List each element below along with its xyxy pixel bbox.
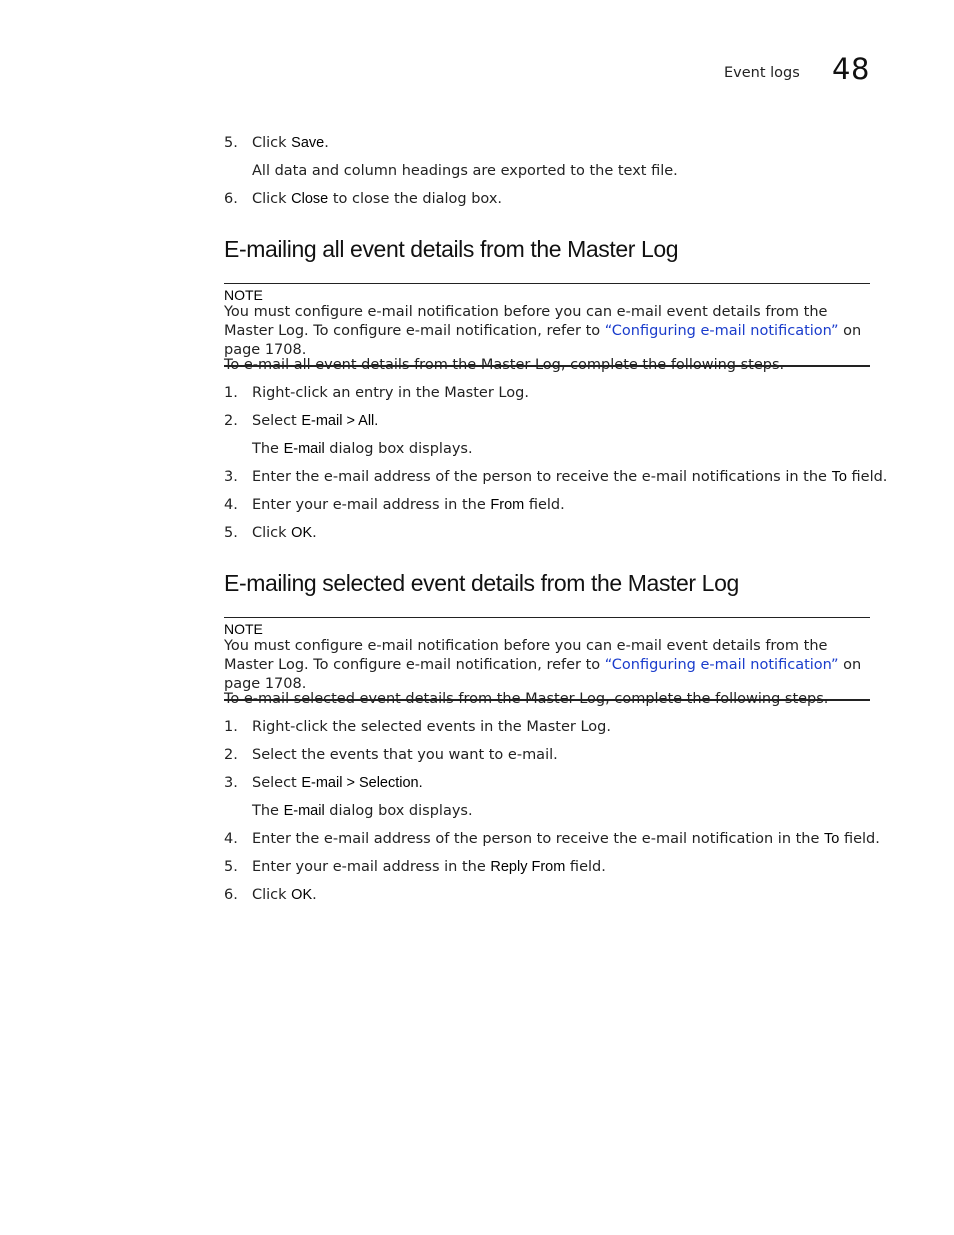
section-intro-selected: To e-mail selected event details from the Master Log, complete the following steps. (224, 691, 829, 707)
section-intro-all: To e-mail all event details from the Master Log, complete the following steps. (224, 357, 785, 373)
s1-step-1: 1. Right-click an entry in the Master Log. (224, 385, 529, 401)
section-heading-all: E-mailing all event details from the Master Log (224, 236, 679, 262)
s2-step-3: 3. Select E-mail > Selection. (224, 775, 423, 791)
s1-step-2: 2. Select E-mail > All. (224, 413, 379, 429)
email-selection-menu-path: E-mail > Selection. (301, 775, 423, 791)
running-header-label: Event logs (724, 65, 800, 81)
note-text: You must configure e-mail notification before you can e-mail event details from the Master Log. To configure e-mail notification, refer to “Configuring e-mail notification” on page 1708. (224, 638, 862, 692)
s2-step-4: 4. Enter the e-mail address of the person to receive the e-mail notification in the To field. (224, 831, 880, 847)
s1-step-2-result: The E-mail dialog box displays. (252, 441, 473, 457)
s2-step-3-result: The E-mail dialog box displays. (252, 803, 473, 819)
note-title: NOTE (224, 287, 263, 303)
section-heading-selected: E-mailing selected event details from the Master Log (224, 570, 739, 596)
s1-step-4: 4. Enter your e-mail address in the From field. (224, 497, 565, 513)
save-ui-label: Save (291, 135, 325, 151)
step-5-save: 5. Click Save. (224, 135, 329, 151)
email-all-menu-path: E-mail > All. (301, 413, 379, 429)
note-text: You must configure e-mail notification before you can e-mail event details from the Master Log. To configure e-mail notification, refer to “Configuring e-mail notification” on page 1708. (224, 304, 862, 358)
s2-step-2: 2. Select the events that you want to e-mail. (224, 747, 558, 763)
note-box-all (224, 283, 870, 367)
step-6-close: 6. Click Close to close the dialog box. (224, 191, 503, 207)
s1-step-5: 5. Click OK. (224, 525, 317, 541)
s2-step-1: 1. Right-click the selected events in the Master Log. (224, 719, 611, 735)
chapter-number: 48 (832, 52, 870, 86)
configuring-email-link[interactable]: “Configuring e-mail notification” (604, 323, 839, 339)
note-title: NOTE (224, 621, 263, 637)
s2-step-6: 6. Click OK. (224, 887, 317, 903)
s1-step-3: 3. Enter the e-mail address of the person to receive the e-mail notifications in the To field. (224, 469, 888, 485)
close-ui-label: Close (291, 191, 329, 207)
s2-step-5: 5. Enter your e-mail address in the Reply From field. (224, 859, 606, 875)
note-box-selected (224, 617, 870, 701)
step-5-result: All data and column headings are exported to the text file. (252, 163, 678, 179)
configuring-email-link[interactable]: “Configuring e-mail notification” (604, 657, 839, 673)
